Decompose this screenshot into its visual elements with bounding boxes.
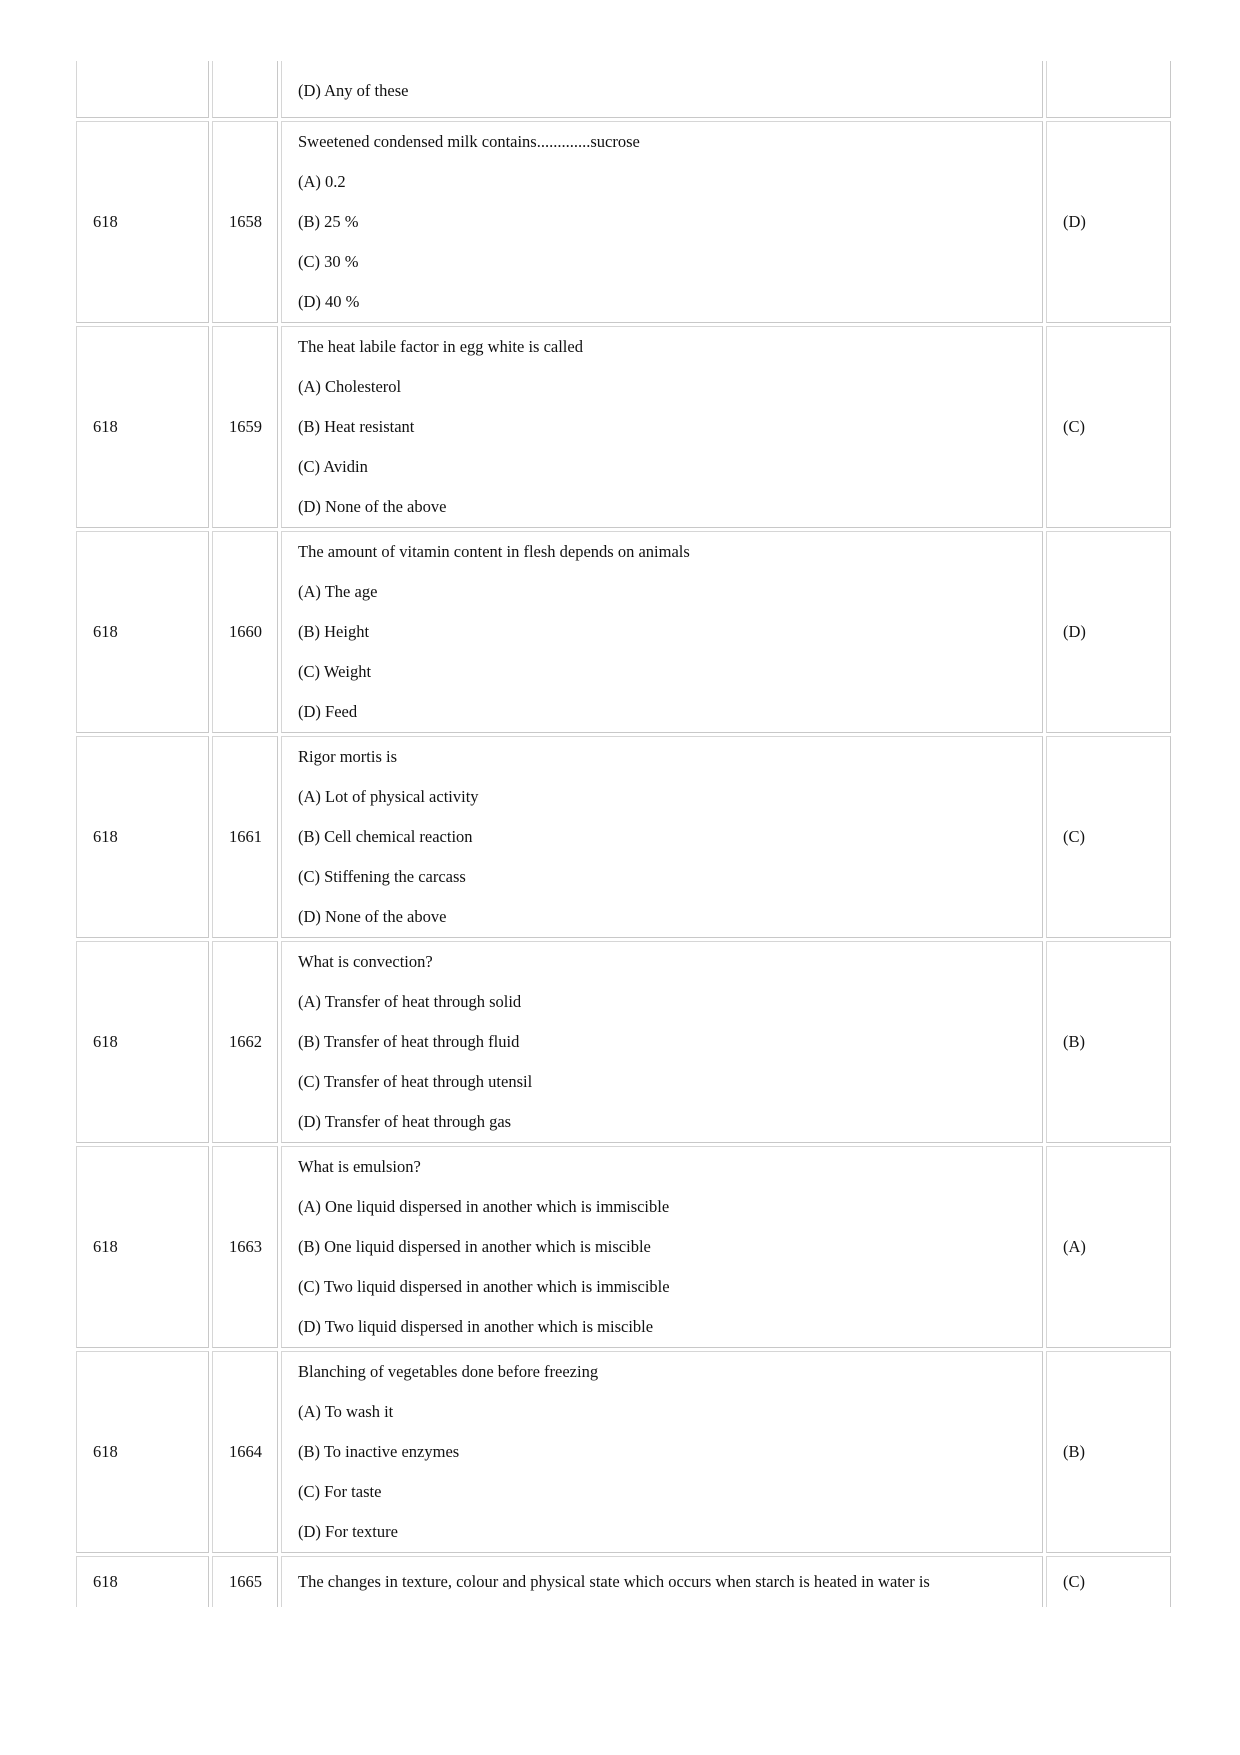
- question-table-body: [76, 61, 1171, 1607]
- answer-option: (D) None of the above: [298, 497, 447, 516]
- correct-answer-cell: (C): [1046, 736, 1171, 938]
- correct-answer-cell: (C): [1046, 326, 1171, 528]
- correct-answer-cell: (B): [1046, 1351, 1171, 1553]
- table-row: [76, 1556, 1171, 1607]
- answer-option: (A) One liquid dispersed in another which is immiscible: [298, 1197, 670, 1216]
- correct-answer-cell: (D): [1046, 531, 1171, 733]
- question-text: The amount of vitamin content in flesh depends on animals: [298, 542, 690, 561]
- question-number-cell: 1661: [212, 736, 278, 938]
- answer-option: (D) 40 %: [298, 292, 360, 311]
- answer-option: (B) Heat resistant: [298, 417, 415, 436]
- question-number-cell: 1665: [212, 1556, 278, 1607]
- table-row: [76, 1146, 1171, 1348]
- set-number-cell: 618: [76, 941, 209, 1143]
- set-number-cell: 618: [76, 1556, 209, 1607]
- table-row: [76, 736, 1171, 938]
- question-cell: [281, 121, 1043, 323]
- answer-option: (A) To wash it: [298, 1402, 394, 1421]
- table-row: [76, 121, 1171, 323]
- answer-option: (B) Cell chemical reaction: [298, 827, 473, 846]
- question-cell: [281, 531, 1043, 733]
- correct-answer-cell: (B): [1046, 941, 1171, 1143]
- question-cell: [281, 1351, 1043, 1553]
- answer-option: (D) Any of these: [298, 81, 409, 100]
- question-cell: [281, 1146, 1043, 1348]
- question-text: Rigor mortis is: [298, 747, 398, 766]
- answer-option: (A) Transfer of heat through solid: [298, 992, 522, 1011]
- answer-option: (C) Transfer of heat through utensil: [298, 1072, 533, 1091]
- set-number-cell: [76, 61, 209, 118]
- question-number-cell: 1660: [212, 531, 278, 733]
- answer-option: (D) For texture: [298, 1522, 398, 1541]
- set-number-cell: 618: [76, 1146, 209, 1348]
- question-cell: [281, 1556, 1043, 1607]
- correct-answer-cell: (A): [1046, 1146, 1171, 1348]
- answer-option: (B) Height: [298, 622, 370, 641]
- set-number-cell: 618: [76, 531, 209, 733]
- question-text: Sweetened condensed milk contains.............sucrose: [298, 132, 640, 151]
- correct-answer-cell: (D): [1046, 121, 1171, 323]
- table-row: [76, 941, 1171, 1143]
- question-text: What is convection?: [298, 952, 433, 971]
- question-text: What is emulsion?: [298, 1157, 421, 1176]
- question-cell: [281, 326, 1043, 528]
- answer-option: (C) Stiffening the carcass: [298, 867, 466, 886]
- answer-option: (C) 30 %: [298, 252, 359, 271]
- table-row: [76, 531, 1171, 733]
- answer-option: (D) Two liquid dispersed in another which is miscible: [298, 1317, 654, 1336]
- question-cell: [281, 941, 1043, 1143]
- answer-option: (A) Cholesterol: [298, 377, 402, 396]
- question-text: The changes in texture, colour and physical state which occurs when starch is heated in water is: [298, 1572, 930, 1591]
- answer-option: (B) 25 %: [298, 212, 359, 231]
- answer-option: (A) The age: [298, 582, 378, 601]
- answer-option: (B) Transfer of heat through fluid: [298, 1032, 520, 1051]
- question-number-cell: 1659: [212, 326, 278, 528]
- question-text: Blanching of vegetables done before freezing: [298, 1362, 599, 1381]
- answer-option: (D) None of the above: [298, 907, 447, 926]
- question-number-cell: [212, 61, 278, 118]
- question-number-cell: 1658: [212, 121, 278, 323]
- table-row: [76, 326, 1171, 528]
- set-number-cell: 618: [76, 121, 209, 323]
- answer-option: (A) 0.2: [298, 172, 346, 191]
- answer-option: (C) Avidin: [298, 457, 368, 476]
- question-cell: [281, 736, 1043, 938]
- question-number-cell: 1662: [212, 941, 278, 1143]
- correct-answer-cell: (C): [1046, 1556, 1171, 1607]
- answer-option: (D) Transfer of heat through gas: [298, 1112, 512, 1131]
- question-number-cell: 1664: [212, 1351, 278, 1553]
- answer-option: (D) Feed: [298, 702, 358, 721]
- answer-option: (C) For taste: [298, 1482, 382, 1501]
- set-number-cell: 618: [76, 1351, 209, 1553]
- question-text: The heat labile factor in egg white is called: [298, 337, 583, 356]
- answer-option: (A) Lot of physical activity: [298, 787, 479, 806]
- answer-option: (B) One liquid dispersed in another which is miscible: [298, 1237, 651, 1256]
- table-row: [76, 1351, 1171, 1553]
- question-table: [73, 58, 1174, 1610]
- table-row: [76, 61, 1171, 118]
- answer-option: (B) To inactive enzymes: [298, 1442, 460, 1461]
- question-number-cell: 1663: [212, 1146, 278, 1348]
- correct-answer-cell: [1046, 61, 1171, 118]
- answer-option: (C) Two liquid dispersed in another which is immiscible: [298, 1277, 670, 1296]
- set-number-cell: 618: [76, 736, 209, 938]
- set-number-cell: 618: [76, 326, 209, 528]
- question-table-page: [73, 58, 1174, 1688]
- question-cell: [281, 61, 1043, 118]
- answer-option: (C) Weight: [298, 662, 372, 681]
